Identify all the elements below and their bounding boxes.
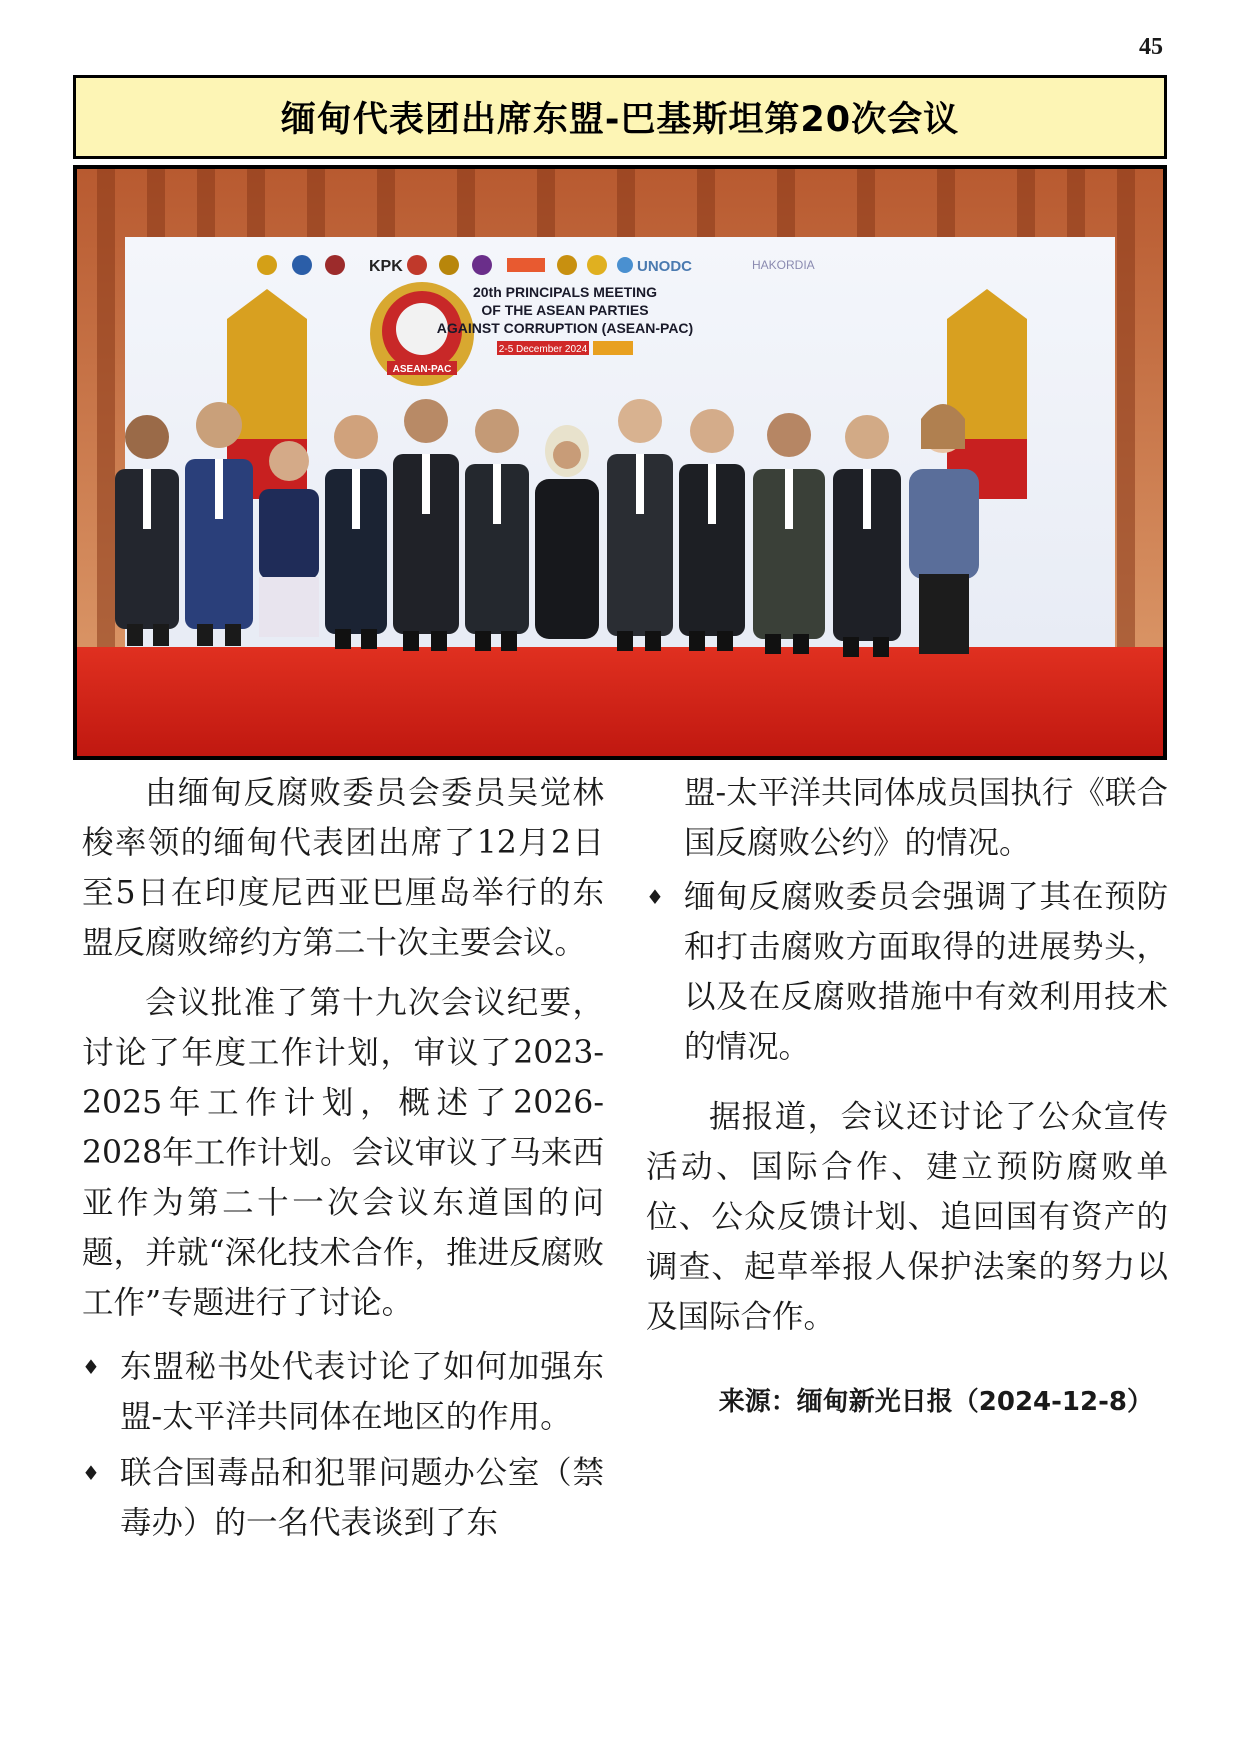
- seal-text: ASEAN-PAC: [392, 364, 452, 375]
- list-item: [82, 1448, 604, 1548]
- article-paragraph-3: 据报道，会议还讨论了公众宣传活动、国际合作、建立预防腐败单位、公众反馈计划、追回国有资产的调查、起草举报人保护法案的努力以及国际合作。: [646, 1099, 1168, 1335]
- article-paragraph-2: 会议批准了第十九次会议纪要，讨论了年度工作计划，审议了2023-2025年工作计划，概述了2026-2028年工作计划。会议审议了马来西亚作为第二十一次会议东道国的问题，并就“深化技术合作，推进反腐败工作”专题进行了讨论。: [82, 985, 604, 1321]
- diamond-bullet-icon: ♦: [82, 1355, 100, 1379]
- logo-unodc: UNODC: [637, 258, 692, 275]
- banner-line-2: OF THE ASEAN PARTIES: [481, 302, 649, 318]
- title-banner: [73, 75, 1167, 159]
- banner-date: 2-5 December 2024: [498, 344, 588, 355]
- diamond-bullet-icon: ♦: [82, 1461, 100, 1485]
- banner-line-3: AGAINST CORRUPTION (ASEAN-PAC): [436, 320, 694, 336]
- page-number: 45: [1139, 34, 1163, 60]
- bullet-text-2: 联合国毒品和犯罪问题办公室（禁毒办）的一名代表谈到了东: [120, 1455, 604, 1541]
- banner-line-1: 20th PRINCIPALS MEETING: [472, 284, 658, 300]
- event-photo: [73, 165, 1167, 760]
- list-item: [646, 872, 1168, 1072]
- page-title: 缅甸代表团出席东盟-巴基斯坦第20次会议: [280, 100, 960, 140]
- diamond-bullet-icon: ♦: [646, 885, 664, 909]
- logo-hakordia: HAKORDIA: [752, 258, 815, 272]
- article-paragraph-1: 由缅甸反腐败委员会委员吴觉林梭率领的缅甸代表团出席了12月2日至5日在印度尼西亚巴厘岛举行的东盟反腐败缔约方第二十次主要会议。: [82, 775, 604, 961]
- list-item: [82, 1342, 604, 1442]
- right-column: [646, 768, 1168, 1342]
- left-column: [82, 768, 604, 1548]
- bullet-list: [82, 1342, 604, 1548]
- bullet-list: [646, 872, 1168, 1072]
- logo-kpk: KPK: [369, 258, 403, 275]
- source-citation: 来源：缅甸新光日报（2024-12-8）: [718, 1387, 1153, 1417]
- bullet-text-1: 东盟秘书处代表讨论了如何加强东盟-太平洋共同体在地区的作用。: [120, 1349, 604, 1435]
- bullet-text-3: 缅甸反腐败委员会强调了其在预防和打击腐败方面取得的进展势头，以及在反腐败措施中有效利用技术的情况。: [684, 879, 1168, 1065]
- bullet-text-2-continued: 盟-太平洋共同体成员国执行《联合国反腐败公约》的情况。: [684, 775, 1168, 861]
